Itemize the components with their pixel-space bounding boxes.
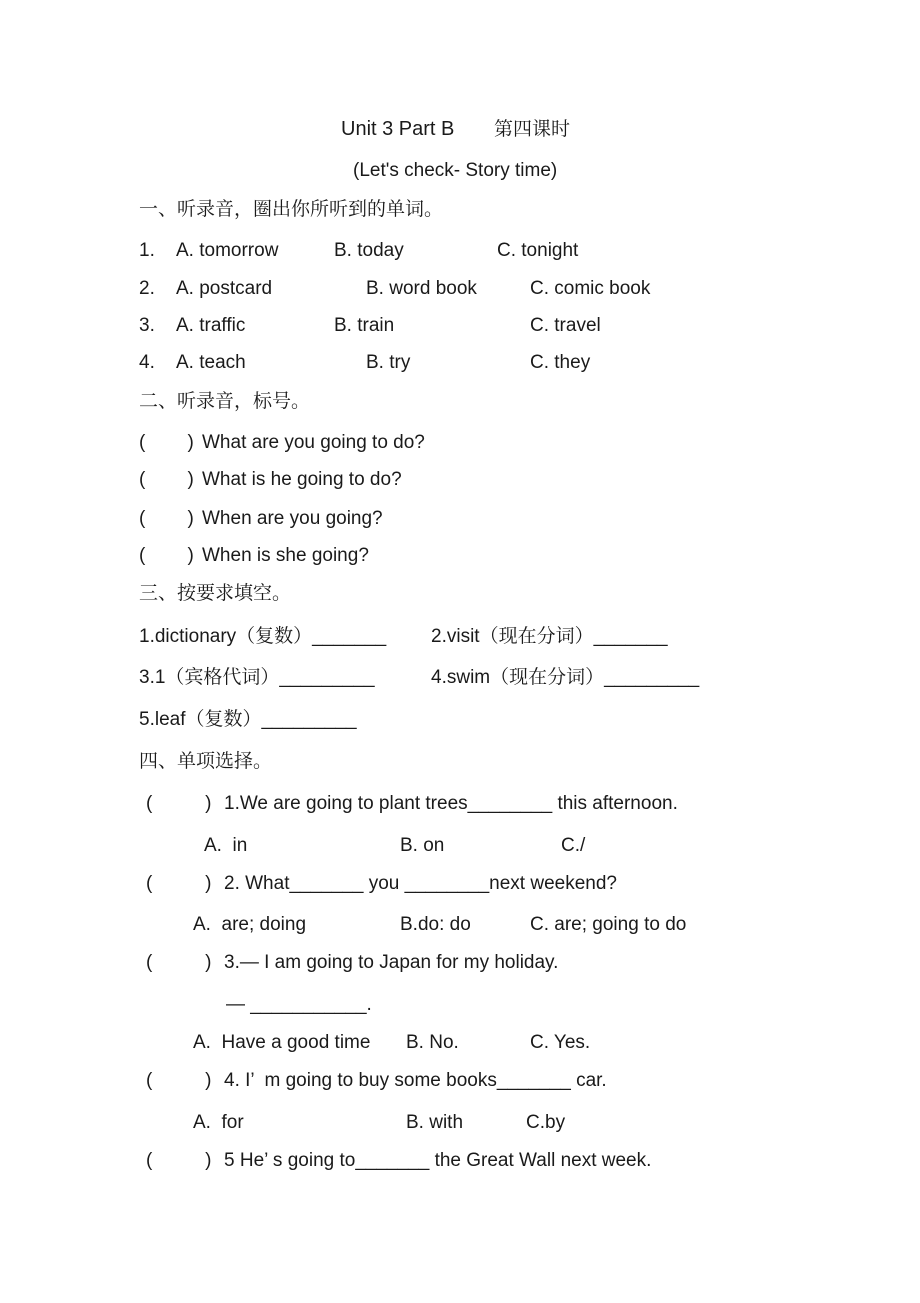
option-b: B. try [366, 352, 411, 373]
option-c: C. are; going to do [530, 914, 687, 935]
answer-paren: ( ) [146, 793, 212, 814]
question-text: 4. I’ m going to buy some books_______ car. [224, 1070, 607, 1091]
answer-paren: ( ) [146, 873, 212, 894]
section-3-heading: 三、按要求填空。 [139, 583, 292, 604]
answer-paren: ( ) [139, 545, 194, 566]
fill-item: 5.leaf（复数）_________ [139, 709, 357, 730]
option-c: C. they [530, 352, 591, 373]
option-a: A. teach [176, 352, 246, 373]
option-c: C. travel [530, 315, 601, 336]
fill-item: 2.visit（现在分词）_______ [431, 626, 668, 647]
lesson-label: 第四课时 [494, 119, 571, 140]
section-1-heading: 一、听录音，圈出你所听到的单词。 [139, 199, 444, 220]
option-a: A. are; doing [193, 914, 307, 935]
option-a: A. tomorrow [176, 240, 279, 261]
option-a: A. for [193, 1112, 244, 1133]
option-b: B. with [406, 1112, 464, 1133]
fill-item: 4.swim（现在分词）_________ [431, 667, 700, 688]
fill-item: 3.1（宾格代词）_________ [139, 667, 375, 688]
question-text: 1.We are going to plant trees________ this afternoon. [224, 793, 678, 814]
option-c: C.by [526, 1112, 566, 1133]
option-b: B. No. [406, 1032, 459, 1053]
option-c: C. tonight [497, 240, 579, 261]
item-number: 3. [139, 315, 155, 336]
question-text: 3.— I am going to Japan for my holiday. [224, 952, 559, 973]
option-a: A. Have a good time [193, 1032, 371, 1053]
question-text: 2. What_______ you ________next weekend? [224, 873, 617, 894]
option-b: B. on [400, 835, 445, 856]
item-number: 4. [139, 352, 155, 373]
fill-item: 1.dictionary（复数）_______ [139, 626, 387, 647]
question-text: When are you going? [202, 508, 383, 529]
reply-line: — ___________. [226, 994, 372, 1015]
question-text: 5 He’ s going to_______ the Great Wall next week. [224, 1150, 652, 1171]
option-c: C. Yes. [530, 1032, 591, 1053]
answer-paren: ( ) [146, 1070, 212, 1091]
option-a: A. traffic [176, 315, 246, 336]
section-4-heading: 四、单项选择。 [139, 751, 273, 772]
answer-paren: ( ) [139, 508, 194, 529]
answer-paren: ( ) [146, 1150, 212, 1171]
question-text: When is she going? [202, 545, 369, 566]
option-c: C. comic book [530, 278, 651, 299]
option-b: B. word book [366, 278, 477, 299]
option-b: B.do: do [400, 914, 471, 935]
option-b: B. today [334, 240, 404, 261]
item-number: 2. [139, 278, 155, 299]
section-2-heading: 二、听录音，标号。 [139, 391, 311, 412]
option-c: C./ [561, 835, 586, 856]
answer-paren: ( ) [139, 469, 194, 490]
answer-paren: ( ) [146, 952, 212, 973]
page-title: Unit 3 Part B [341, 118, 455, 140]
item-number: 1. [139, 240, 155, 261]
option-b: B. train [334, 315, 395, 336]
question-text: What are you going to do? [202, 432, 425, 453]
page-subtitle: (Let's check- Story time) [353, 160, 558, 181]
option-a: A. in [204, 835, 248, 856]
option-a: A. postcard [176, 278, 273, 299]
question-text: What is he going to do? [202, 469, 402, 490]
answer-paren: ( ) [139, 432, 194, 453]
